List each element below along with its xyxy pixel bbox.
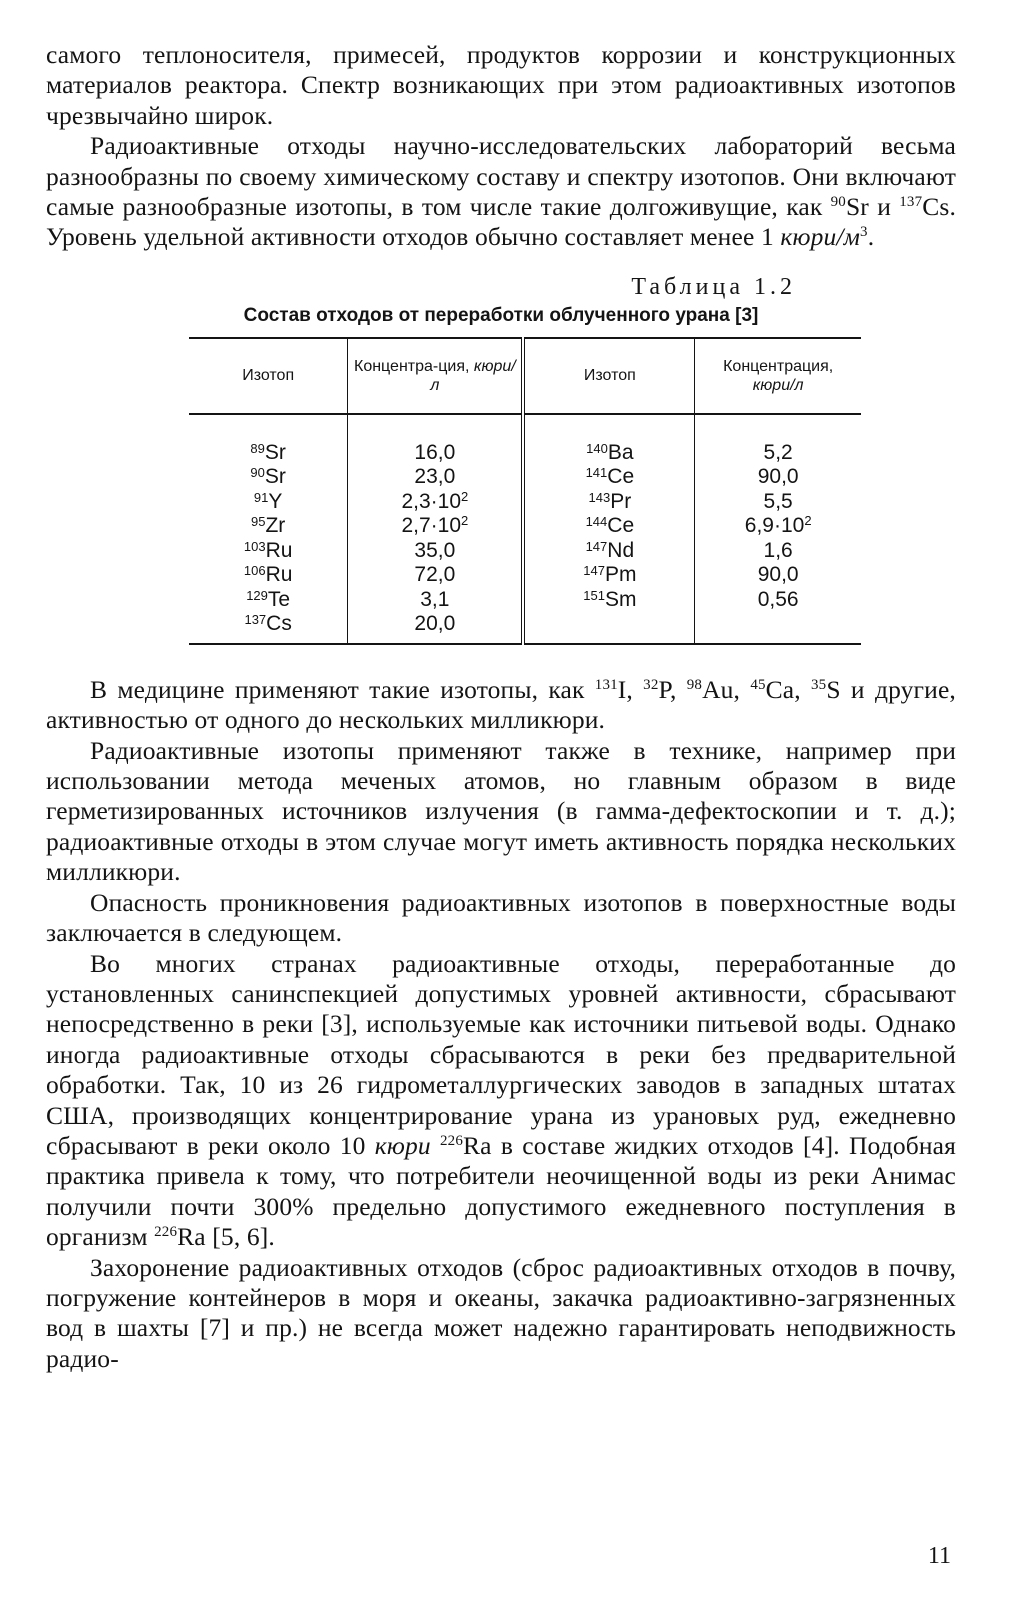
header-concentration-1: Концентра-ция, кюри/л — [348, 338, 524, 414]
table-header-row — [189, 338, 861, 414]
concentration-cell: 72,0 — [348, 563, 524, 588]
page-number: 11 — [927, 1543, 951, 1569]
header-isotope-2: Изотоп — [523, 338, 694, 414]
paragraph-technology: Радиоактивные изотопы применяют также в технике, например при использовании метода меченых атомов, но главным образом в виде герметизированных источников излучения (в гамма-дефектоскопии и т. д.); радиоактивные отходы в этом случае могут иметь активность порядка нескольких милликюри. — [46, 735, 956, 887]
concentration-cell — [695, 612, 861, 644]
concentration-cell: $6,9\cdot 10^2$ — [695, 514, 861, 539]
concentration-cell: $2,7\cdot 10^2$ — [348, 514, 524, 539]
table-row — [189, 588, 861, 613]
concentration-cell: 3,1 — [348, 588, 524, 613]
table-row — [189, 490, 861, 515]
paragraph-research-labs: Радиоактивные отходы научно-исследовательских лабораторий весьма разнообразны по своему химическому составу и спектру изотопов. Они включают самые разнообразные изотопы, в том числе такие долгоживущие, как $^{90}$Sr и $^{137}$Cs. Уровень удельной активности отходов обычно составляет менее 1 кюри/$м^3$. — [46, 131, 956, 252]
table-body — [189, 414, 861, 644]
isotope-cell: $^{143}$Pr — [523, 490, 694, 515]
isotope-cell: $^{144}$Ce — [523, 514, 694, 539]
table-row — [189, 563, 861, 588]
isotope-cell: $^{129}$Te — [246, 587, 291, 611]
paragraph-danger: Опасность проникновения радиоактивных изотопов в поверхностные воды заключается в следующем. — [46, 887, 956, 948]
concentration-cell: 90,0 — [695, 563, 861, 588]
table-row — [189, 514, 861, 539]
concentration-cell: 5,2 — [695, 414, 861, 466]
isotope-cell: $^{137}$Cs — [189, 612, 348, 644]
table-caption: Таблица 1.2 — [631, 273, 796, 300]
paragraph-continuation: самого теплоносителя, примесей, продуктов коррозии и конструкционных материалов реактора. Спектр возникающих при этом радиоактивных изотопов чрезвычайно широк. — [46, 40, 956, 130]
concentration-cell: 23,0 — [348, 465, 524, 490]
table-row — [189, 539, 861, 564]
isotope-cell: $^{103}$Ru — [243, 538, 293, 562]
concentration-cell: 0,56 — [695, 588, 861, 613]
concentration-cell: 1,6 — [695, 539, 861, 564]
isotope-cell: $^{90}$Sr — [250, 465, 286, 489]
concentration-cell: $2,3\cdot 10^2$ — [348, 490, 524, 515]
isotope-cell: $^{147}$Nd — [523, 539, 694, 564]
isotope-cell: $^{106}$Ru — [243, 563, 293, 587]
isotope-cell: $^{91}$Y — [253, 489, 283, 513]
concentration-cell: 16,0 — [348, 414, 524, 466]
document-page — [46, 40, 956, 1374]
header-isotope-1: Изотоп — [189, 338, 348, 414]
table-row — [189, 465, 861, 490]
table-row — [189, 414, 861, 466]
table-title: Состав отходов от переработки облученного урана [3] — [243, 304, 759, 326]
paragraph-rivers: Во многих странах радиоактивные отходы, переработанные до установленных санинспекцией допустимых уровней активности, сбрасывают непосредственно в реки [3], используемые как источники питьевой воды. Однако иногда радиоактивные отходы сбрасываются в реки без предварительной обработки. Так, 10 из 26 гидрометаллургических заводов в западных штатах США, производящих концентрирование урана из урановых руд, ежедневно сбрасывают в реки около 10 кюри $^{226}$Ra в составе жидких отходов [4]. Подобная практика привела к тому, что потребители неочищенной воды из реки Анимас получили почти 300% предельно допустимого ежедневного поступления в организм $^{226}$Ra [5, 6]. — [46, 948, 957, 1252]
isotope-cell: $^{89}$Sr — [250, 440, 286, 464]
isotope-cell: $^{151}$Sm — [523, 588, 694, 613]
isotope-cell: $^{141}$Ce — [523, 465, 694, 490]
isotope-cell: $^{147}$Pm — [523, 563, 694, 588]
isotope-cell: $^{95}$Zr — [251, 514, 286, 538]
header-concentration-2: Концентрация, кюри/л — [695, 338, 861, 414]
isotope-table — [189, 337, 861, 645]
table-row — [189, 612, 861, 644]
concentration-cell: 20,0 — [348, 612, 524, 644]
concentration-cell: 5,5 — [695, 490, 861, 515]
paragraph-burial: Захоронение радиоактивных отходов (сброс радиоактивных отходов в почву, погружение контейнеров в моря и океаны, закачка радиоактивно-загрязненных вод в шахты [7] и пр.) не всегда может надежно гарантировать неподвижность радио- — [46, 1252, 956, 1373]
isotope-cell — [523, 612, 694, 644]
concentration-cell: 35,0 — [348, 539, 524, 564]
paragraph-medicine: В медицине применяют такие изотопы, как $^{131}$I, $^{32}$P, $^{98}$Au, $^{45}$Ca, $^{35}$S и другие, активностью от одного до нескольких милликюри. — [46, 674, 956, 735]
concentration-cell: 90,0 — [695, 465, 861, 490]
isotope-cell: $^{140}$Ba — [523, 414, 694, 466]
